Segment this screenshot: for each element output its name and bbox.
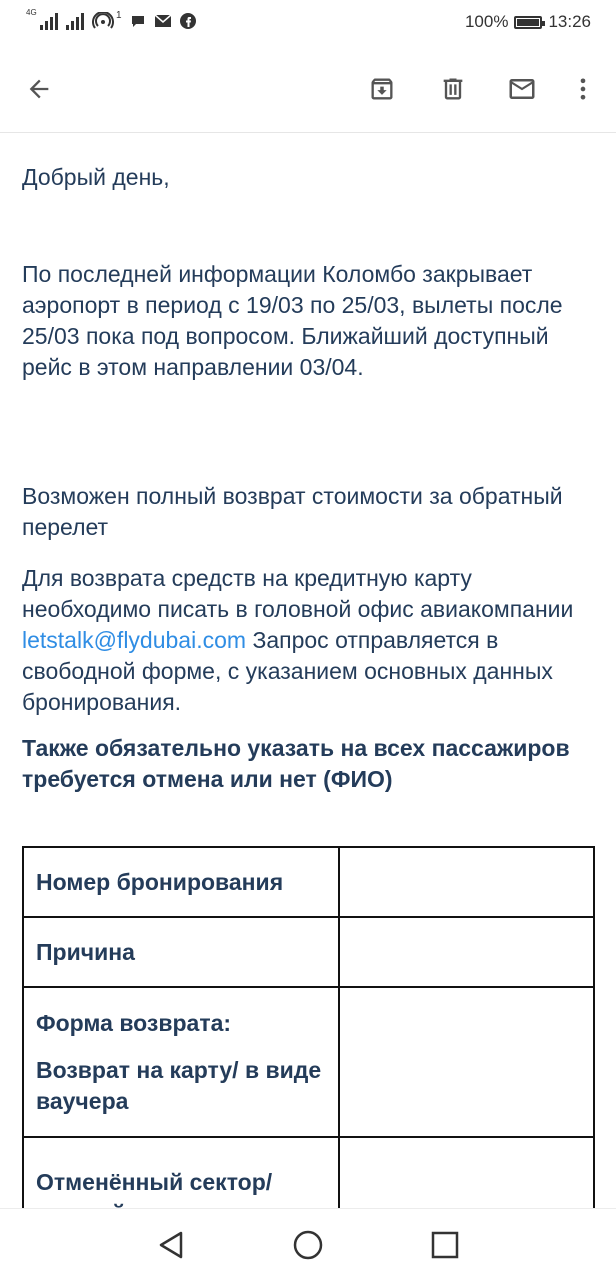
facebook-icon (180, 13, 196, 29)
signal-icon-2 (66, 12, 84, 30)
passengers-note: Также обязательно указать на всех пассажиров требуется отмена или нет (ФИО) (22, 735, 570, 792)
mail-notification-icon (154, 14, 172, 28)
table-cell-label: Причина (23, 917, 339, 987)
card-text-before: Для возврата средств на кредитную карту необходимо писать в головной офис авиакомпании (22, 565, 574, 622)
mark-unread-button[interactable] (502, 69, 542, 109)
table-row (23, 917, 594, 987)
refund-paragraph: Возможен полный возврат стоимости за обратный перелет (22, 483, 563, 540)
nav-back-icon (157, 1230, 185, 1260)
network-type-label: 4G (26, 8, 37, 17)
hotspot-icon (92, 12, 114, 30)
more-vert-icon (569, 75, 597, 103)
table-row (23, 847, 594, 917)
battery-percent: 100% (464, 12, 509, 31)
nav-recents-icon (430, 1230, 460, 1260)
booking-table (22, 846, 595, 1260)
arrow-left-icon (25, 75, 53, 103)
nav-back-button[interactable] (151, 1225, 191, 1265)
chat-bubble-icon (130, 13, 146, 29)
table-cell-label (23, 987, 339, 1137)
battery-icon (514, 16, 542, 29)
mail-icon (507, 74, 537, 104)
status-icons-left (26, 8, 196, 30)
refund-form-options: Возврат на карту/ в виде ваучера (36, 1056, 322, 1114)
table-cell-value (339, 917, 594, 987)
nav-home-button[interactable] (288, 1225, 328, 1265)
table-cell-label: Отменённый сектор/ (23, 1137, 339, 1259)
card-refund-paragraph (22, 563, 597, 718)
archive-icon (368, 75, 396, 103)
card-text-after: Запрос отправляется в свободной форме, с указанием основных данных бронирования. (22, 627, 553, 715)
nav-home-icon (292, 1229, 324, 1261)
email-link[interactable]: letstalk@flydubai.com (22, 627, 247, 653)
trash-icon (439, 75, 467, 103)
status-bar (0, 0, 616, 48)
signal-icon (26, 8, 58, 30)
delete-button[interactable] (433, 69, 473, 109)
email-toolbar (0, 48, 616, 133)
system-nav-bar (0, 1208, 616, 1281)
more-options-button[interactable] (563, 69, 603, 109)
table-row (23, 987, 594, 1137)
table-cell-value (339, 987, 594, 1137)
clock: 13:26 (548, 12, 591, 31)
status-icons-right (465, 12, 591, 32)
greeting-text: Добрый день, (22, 164, 170, 190)
nav-recents-button[interactable] (425, 1225, 465, 1265)
refund-form-label: Форма возврата: (36, 1009, 232, 1036)
archive-button[interactable] (362, 69, 402, 109)
table-cell-label: Номер бронирования (23, 847, 339, 917)
notification-count: 1 (116, 9, 122, 21)
info-paragraph: По последней информации Коломбо закрывает аэропорт в период с 19/03 по 25/03, вылеты после 25/03 пока под вопросом. Ближайший доступный рейс в этом направлении 03/04. (22, 261, 563, 380)
table-cell-value (339, 847, 594, 917)
back-button[interactable] (19, 69, 59, 109)
